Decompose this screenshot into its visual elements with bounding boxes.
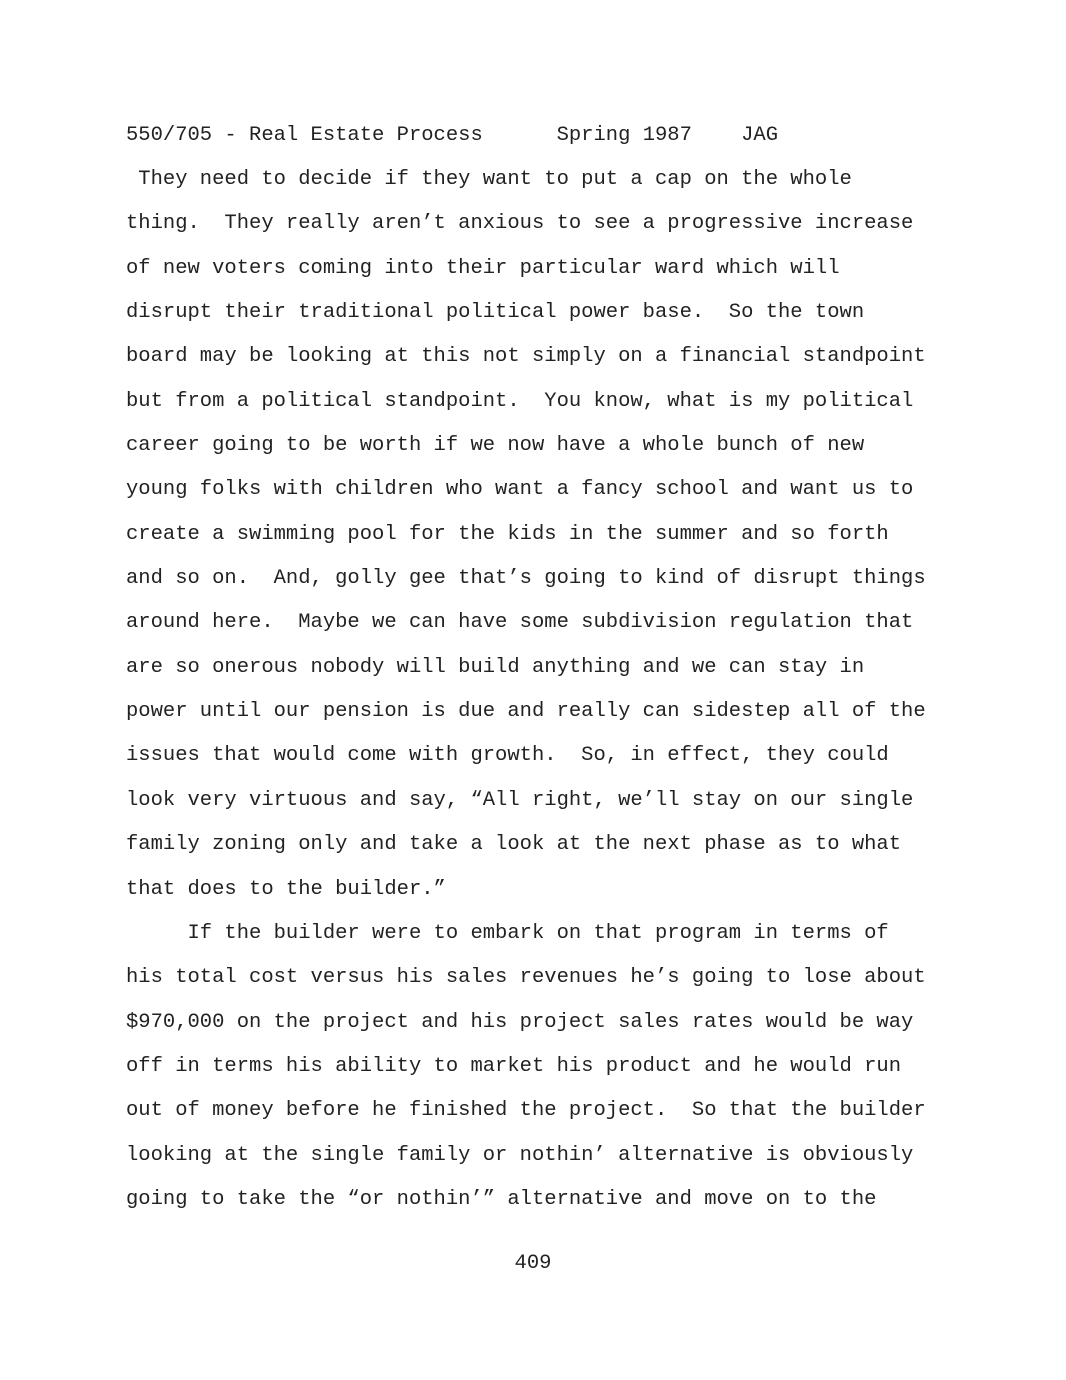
text-line: If the builder were to embark on that program in terms of [126,921,889,945]
text-line: board may be looking at this not simply on a financial standpoint [126,345,926,369]
header-course: 550/705 - Real Estate Process [126,124,483,147]
text-line: but from a political standpoint. You know, what is my political [126,389,914,413]
body-text [126,168,956,1232]
text-line: off in terms his ability to market his product and he would run [126,1054,902,1078]
text-line: around here. Maybe we can have some subdivision regulation that [126,611,914,635]
text-line: that does to the builder.” [126,877,446,901]
text-line: power until our pension is due and really can sidestep all of the [126,700,926,724]
text-line: issues that would come with growth. So, in effect, they could [126,744,889,768]
text-line: and so on. And, golly gee that’s going to kind of disrupt things [126,567,926,591]
text-line: family zoning only and take a look at the next phase as to what [126,833,902,857]
text-line: going to take the “or nothin’” alternative and move on to the [126,1187,877,1211]
page-header [126,124,778,148]
text-line: $970,000 on the project and his project sales rates would be way [126,1010,914,1034]
text-line: are so onerous nobody will build anything and we can stay in [126,655,865,679]
text-line: young folks with children who want a fancy school and want us to [126,478,914,502]
text-line: looking at the single family or nothin’ alternative is obviously [126,1143,914,1167]
text-line: out of money before he finished the project. So that the builder [126,1099,926,1123]
text-line: look very virtuous and say, “All right, we’ll stay on our single [126,788,914,812]
text-line: disrupt their traditional political power base. So the town [126,301,865,325]
text-line: his total cost versus his sales revenues he’s going to lose about [126,966,926,990]
header-term: Spring 1987 [556,124,692,147]
text-line: They need to decide if they want to put a cap on the whole [126,168,852,191]
text-line: thing. They really aren’t anxious to see a progressive increase [126,212,914,236]
text-line: create a swimming pool for the kids in the summer and so forth [126,522,889,546]
page-number: 409 [514,1252,552,1275]
text-line: career going to be worth if we now have a whole bunch of new [126,434,865,458]
header-initials: JAG [741,124,779,147]
text-line: of new voters coming into their particular ward which will [126,256,840,280]
